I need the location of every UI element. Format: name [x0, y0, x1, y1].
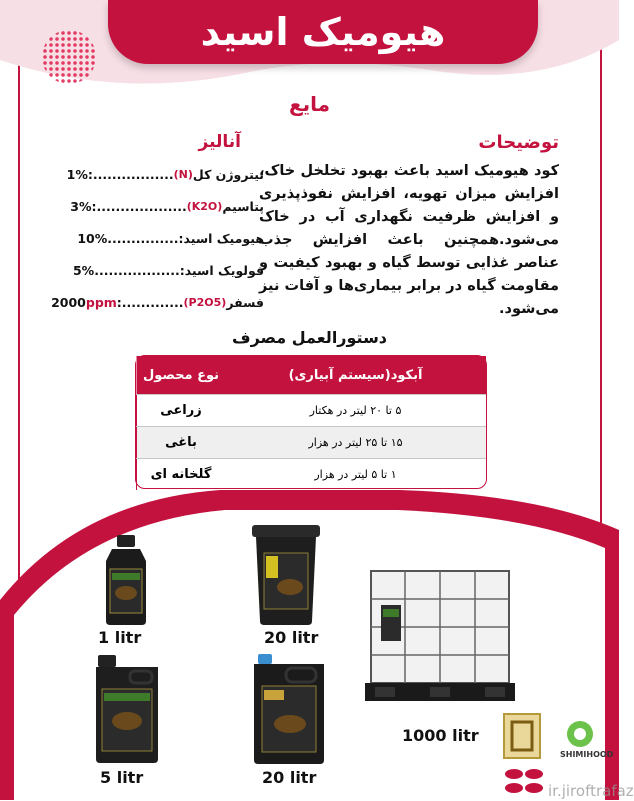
bottle-1-litr-icon: [100, 535, 152, 625]
table-row: [136, 458, 486, 490]
product-label-1-litr: 1 litr: [98, 628, 142, 647]
analysis-value: 10%: [77, 231, 108, 246]
product-form-subtitle: مایع: [288, 92, 331, 116]
analysis-dots: ..................: [94, 263, 180, 278]
brand-name-label: SHIMIHOOD: [560, 750, 614, 759]
analysis-row: [60, 228, 264, 260]
analysis-row: [60, 196, 264, 228]
analysis-dots: :.................: [87, 167, 174, 182]
column-header-irrigation: آبکود(سیستم آبیاری): [288, 367, 423, 383]
table-header-row: [136, 356, 486, 394]
description-text: کود هیومیک اسید باعث بهبود تخلخل خاک، افزایش میزان تهویه، افزایش نفوذپذیری و افزایش ظرفیت نگهداری آب در خاک می‌شود.همچنین باعث افزایش جذب عناصر غذایی توسط گیاه و بهبود کیفیت و مقاومت گیاه در برابر بیماری‌ها و آفات نیز می‌شود.: [259, 163, 559, 317]
analysis-label: فسفر: [226, 295, 264, 310]
analysis-dots: :...................: [91, 199, 187, 214]
cell-dose: ۱۵ تا ۲۵ لیتر در هزار: [308, 436, 403, 449]
analysis-row: [60, 164, 264, 196]
analysis-label: فولویک اسید:: [179, 263, 264, 278]
column-header-product-type: نوع محصول: [136, 356, 225, 394]
product-label-20-litr-jerrycan: 20 litr: [262, 768, 317, 787]
analysis-row: [51, 292, 264, 324]
analysis-symbol: (K2O): [186, 200, 223, 213]
page-title: هیومیک اسید: [108, 0, 538, 64]
analysis-dots: ...............: [107, 231, 179, 246]
jerrycan-5-litr-icon: [92, 655, 162, 763]
analysis-list: [51, 164, 264, 324]
analysis-row: [60, 260, 264, 292]
cell-product-type: زراعی: [136, 395, 225, 426]
cell-product-type: باغی: [136, 427, 225, 458]
analysis-value: 3%: [70, 199, 92, 214]
analysis-label: هیومیک اسید:: [178, 231, 264, 246]
analysis-value: 1%: [66, 167, 88, 182]
analysis-heading: آنالیز: [198, 132, 241, 152]
usage-heading: دستورالعمل مصرف: [231, 328, 388, 347]
table-row: [136, 394, 486, 426]
product-label-20-litr-bucket: 20 litr: [264, 628, 319, 647]
cell-product-type: گلخانه ای: [136, 459, 225, 490]
dotted-circle-decoration: [42, 30, 96, 84]
bucket-20-litr-icon: [250, 525, 322, 625]
analysis-value: 5%: [72, 263, 95, 278]
analysis-symbol: (N): [173, 168, 193, 181]
analysis-value: 2000ppm: [51, 295, 117, 310]
analysis-label: نیتروژن کل: [192, 167, 264, 182]
ibc-tank-1000-litr-icon: [365, 565, 515, 705]
jerrycan-20-litr-icon: [250, 654, 328, 764]
analysis-symbol: (P2O5): [183, 296, 227, 309]
description-heading: توضیحات: [478, 132, 559, 153]
watermark-text: ir.jiroftrafaz: [548, 782, 634, 800]
product-label-1000-litr: 1000 litr: [402, 726, 479, 745]
analysis-label: پتاسیم: [222, 199, 264, 214]
usage-table: [135, 355, 487, 489]
analysis-dots: :.............: [116, 295, 184, 310]
cell-dose: ۱ تا ۵ لیتر در هزار: [314, 468, 397, 481]
table-row: [136, 426, 486, 458]
product-label-5-litr: 5 litr: [100, 768, 144, 787]
cell-dose: ۵ تا ۲۰ لیتر در هکتار: [309, 404, 402, 417]
